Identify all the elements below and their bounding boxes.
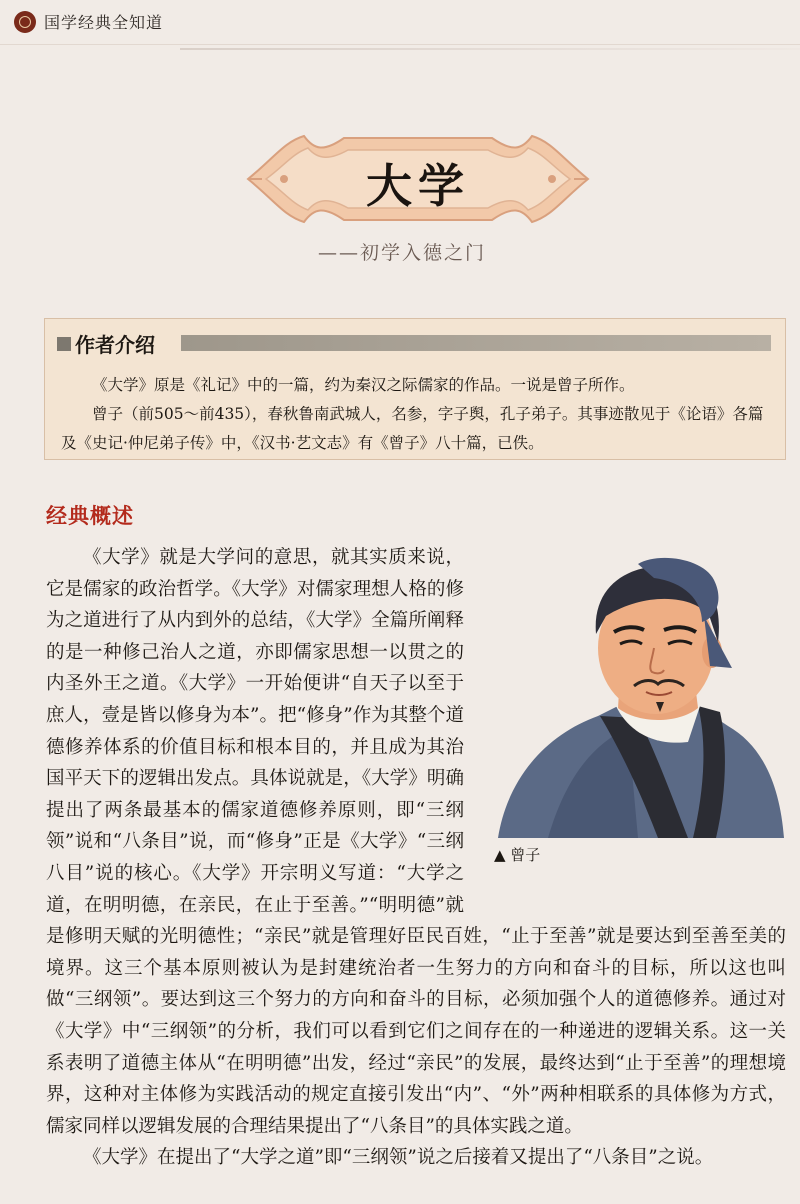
series-title: 国学经典全知道: [44, 13, 164, 32]
overview-heading: 经典概述: [46, 504, 134, 528]
book-series-icon: [14, 11, 36, 33]
page-title: 大学: [366, 159, 470, 213]
heading-bar: [181, 335, 771, 351]
zengzi-portrait: [488, 556, 788, 838]
overview-paragraph: 《大学》就是大学问的意思，就其实质来说，它是儒家的政治哲学。《大学》对儒家理想人格的修为之道进行了从内到外的总结，《大学》全篇所阐释的是一种修己治人之道，亦即儒家思想一以贯之的内圣外王之道。《大学》一开始便讲“自天子以至于庶人，壹是皆以修身为本”。把“修身”作为其整个道德修养体系的价值目标和根本目的，并且成为其治国平天下的逻辑出发点。具体说就是，《大学》明确提出了两条最基本的儒家道德修养原则，即“三纲领”说和“八条目”说，而“修身”正是《大学》“三纲八目”说的核心。《大学》开宗明义写道：“大学之道，在明明德，在亲民，在止于至善。”“明明德”就是修明天赋的光明德性；“亲民”就是管理好臣民百姓，“止于至善”就是要达到至善至美的境界。这三个基本原则被认为是封建统治者一生努力的方向和奋斗的目标，所以这也叫做“三纲领”。要达到这三个努力的方向和奋斗的目标，必须加强个人的道德修养。通过对《大学》中“三纲领”的分析，我们可以看到它们之间存在的一种递进的逻辑关系。这一关系表明了道德主体从“在明明德”出发，经过“亲民”的发展，最终达到“止于至善”的理想境界，这种对主体修为实践活动的规定直接引发出“内”、“外”两种相联系的具体修为方式，儒家同样以逻辑发展的合理结果提出了“八条目”的具体实践之道。: [46, 547, 786, 1137]
page-subtitle: ——初学入德之门: [318, 242, 487, 264]
header-divider: [0, 44, 800, 45]
running-header: [14, 10, 163, 33]
author-paragraph: 曾子（前505～前435），春秋鲁南武城人，名参，字子舆，孔子弟子。其事迹散见于《论语》各篇及《史记·仲尼弟子传》中，《汉书·艺文志》有《曾子》八十篇，已佚。: [61, 405, 764, 452]
author-paragraph: 《大学》原是《礼记》中的一篇，约为秦汉之际儒家的作品。一说是曾子所作。: [92, 376, 635, 394]
author-intro-box: [44, 318, 786, 460]
title-plaque: [244, 128, 592, 230]
header-rule: [180, 48, 800, 50]
author-text: [61, 371, 777, 458]
author-heading: [57, 329, 155, 358]
author-heading-text: 作者介绍: [75, 333, 155, 357]
overview-paragraph: 《大学》在提出了“大学之道”即“三纲领”说之后接着又提出了“八条目”之说。: [83, 1147, 714, 1169]
portrait-caption: ▲ 曾子: [494, 846, 541, 864]
square-bullet-icon: [57, 337, 71, 351]
